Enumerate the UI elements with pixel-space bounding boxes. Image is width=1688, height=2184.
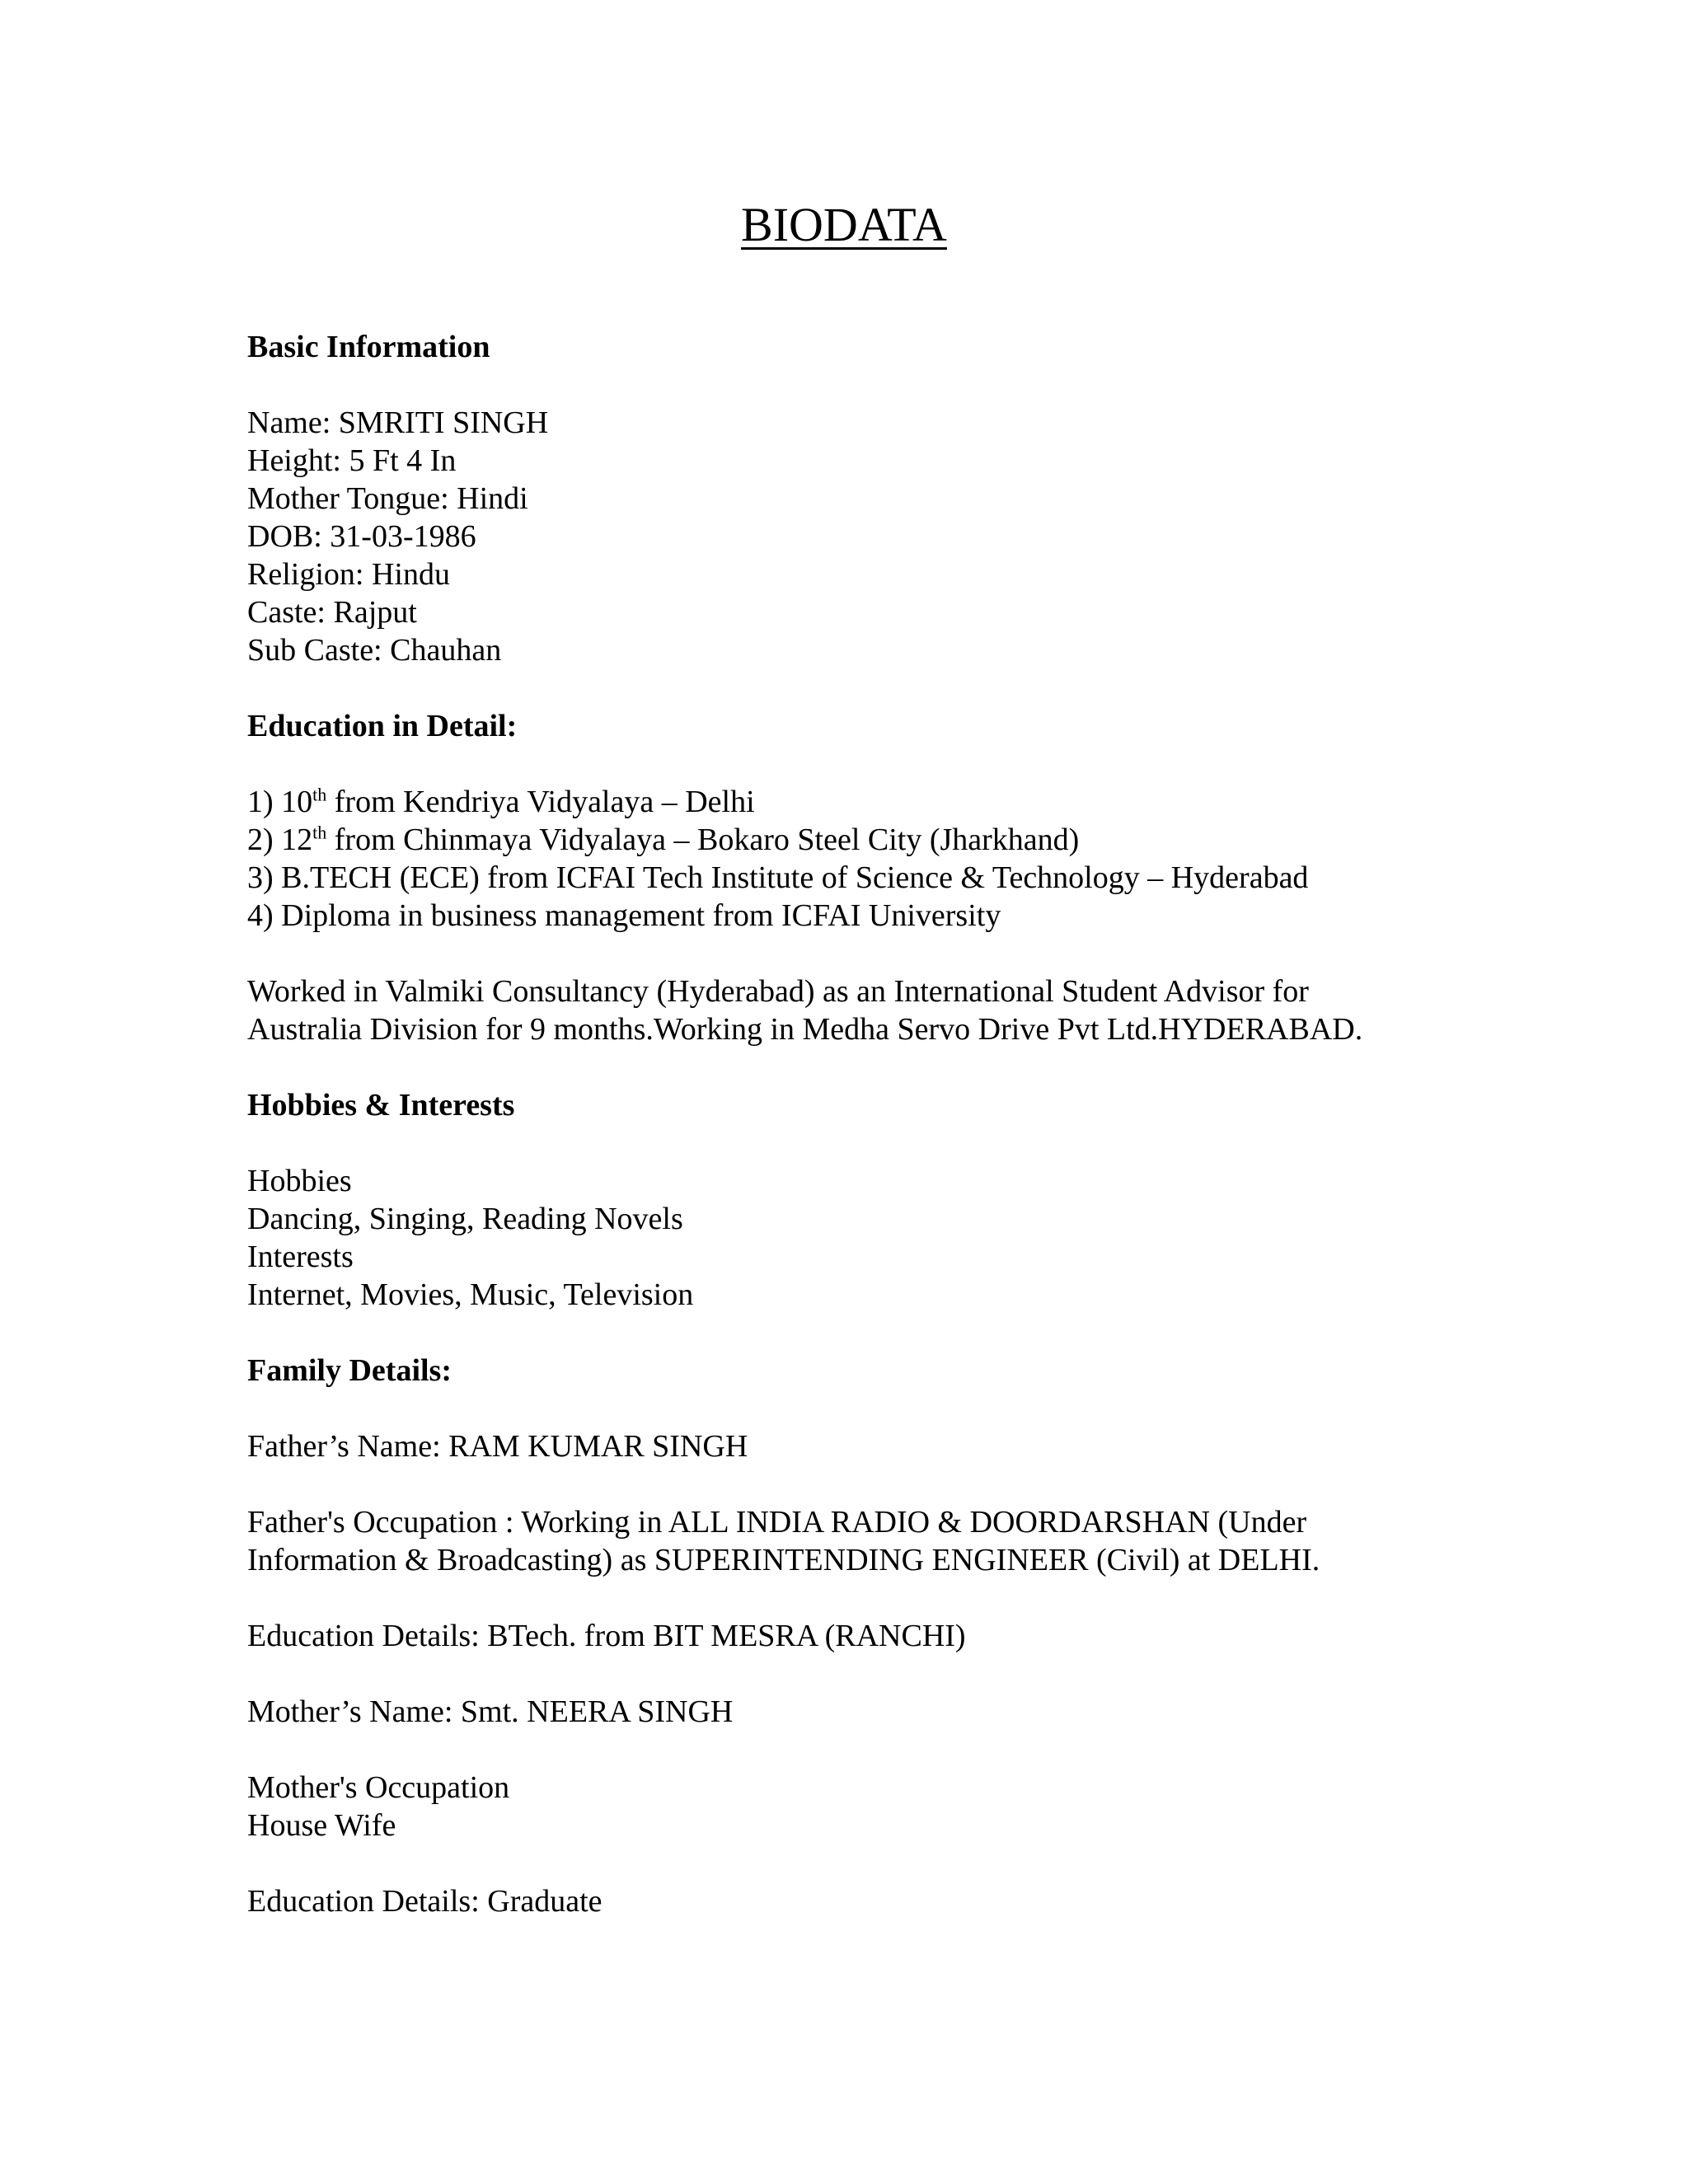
- hobbies-value: Dancing, Singing, Reading Novels: [247, 1202, 683, 1236]
- caste-line: Caste: Rajput: [247, 595, 417, 630]
- spacer: [247, 1048, 1648, 1086]
- spacer: [247, 1465, 1648, 1503]
- education-heading: Education in Detail:: [247, 709, 518, 743]
- spacer: [247, 1731, 1648, 1769]
- height-line: Height: 5 Ft 4 In: [247, 443, 457, 478]
- spacer: [247, 1655, 1648, 1693]
- education-item-superscript: th: [312, 784, 327, 805]
- spacer: [247, 366, 1648, 404]
- dob-line: DOB: 31-03-1986: [247, 519, 476, 554]
- education-item-prefix: 1) 10: [247, 785, 313, 819]
- interests-value: Internet, Movies, Music, Television: [247, 1277, 694, 1312]
- father-education-line: Education Details: BTech. from BIT MESRA (RANCHI): [247, 1619, 966, 1653]
- education-item: [247, 821, 1648, 859]
- mother-tongue-line: Mother Tongue: Hindi: [247, 481, 528, 516]
- mother-name-line: Mother’s Name: Smt. NEERA SINGH: [247, 1694, 734, 1729]
- spacer: [247, 1314, 1648, 1352]
- father-occupation-line-1: Father's Occupation : Working in ALL INDIA RADIO & DOORDARSHAN (Under: [247, 1505, 1307, 1540]
- education-item: 3) B.TECH (ECE) from ICFAI Tech Institute of Science & Technology – Hyderabad: [247, 860, 1309, 895]
- education-item: [247, 783, 1648, 821]
- mother-occupation-label: Mother's Occupation: [247, 1770, 510, 1805]
- education-item-prefix: 2) 12: [247, 823, 313, 857]
- spacer: [247, 745, 1648, 783]
- work-line-2: Australia Division for 9 months.Working in Medha Servo Drive Pvt Ltd.HYDERABAD.: [247, 1012, 1363, 1047]
- spacer: [247, 669, 1648, 707]
- document-title: BIODATA: [741, 198, 947, 251]
- education-item-text: from Kendriya Vidyalaya – Delhi: [326, 785, 755, 819]
- name-line: Name: SMRITI SINGH: [247, 405, 549, 440]
- mother-education-line: Education Details: Graduate: [247, 1884, 603, 1919]
- religion-line: Religion: Hindu: [247, 557, 450, 592]
- hobbies-heading: Hobbies & Interests: [247, 1088, 515, 1122]
- interests-label: Interests: [247, 1240, 354, 1274]
- family-heading: Family Details:: [247, 1353, 452, 1388]
- sub-caste-line: Sub Caste: Chauhan: [247, 633, 502, 668]
- father-occupation-line-2: Information & Broadcasting) as SUPERINTENDING ENGINEER (Civil) at DELHI.: [247, 1543, 1320, 1577]
- spacer: [247, 1844, 1648, 1882]
- document-body: [247, 328, 1648, 1920]
- spacer: [247, 1124, 1648, 1162]
- education-item-superscript: th: [312, 822, 327, 843]
- education-item-text: from Chinmaya Vidyalaya – Bokaro Steel City (Jharkhand): [326, 823, 1080, 857]
- education-item: 4) Diploma in business management from ICFAI University: [247, 898, 1001, 933]
- spacer: [247, 1579, 1648, 1617]
- spacer: [247, 1390, 1648, 1427]
- basic-info-heading: Basic Information: [247, 330, 490, 364]
- spacer: [247, 935, 1648, 972]
- work-line-1: Worked in Valmiki Consultancy (Hyderabad) as an International Student Advisor for: [247, 974, 1309, 1009]
- father-name-line: Father’s Name: RAM KUMAR SINGH: [247, 1429, 748, 1464]
- hobbies-label: Hobbies: [247, 1164, 352, 1198]
- mother-occupation-value: House Wife: [247, 1808, 396, 1843]
